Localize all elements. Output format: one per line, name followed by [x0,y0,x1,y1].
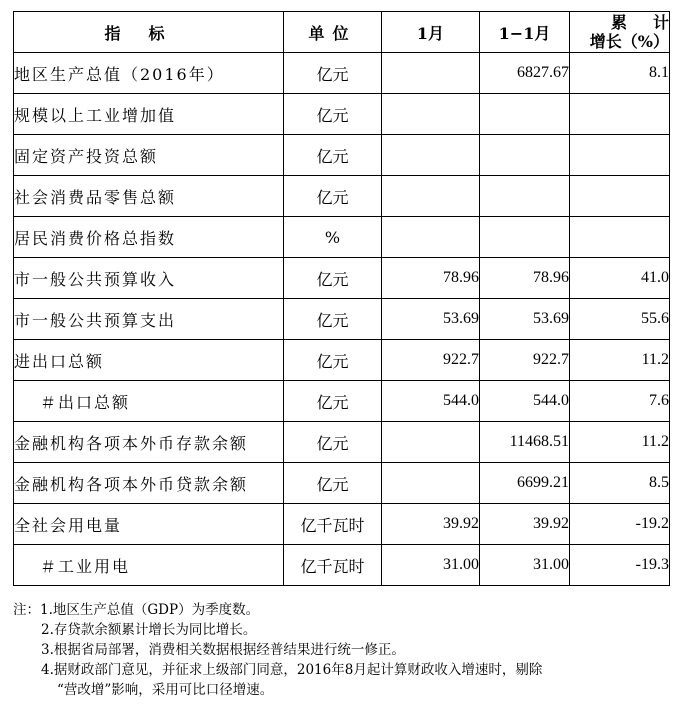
cell-growth [570,217,670,258]
cell-month [382,94,480,135]
header-indicator: 指标 [14,12,284,53]
cell-unit: 亿元 [284,422,382,463]
cell-ytd [480,217,570,258]
cell-ytd: 53.69 [480,299,570,340]
table-row [14,94,670,135]
cell-ytd: 544.0 [480,381,570,422]
cell-ytd: 11468.51 [480,422,570,463]
cell-ytd [480,135,570,176]
cell-indicator: ＃工业用电 [14,545,284,586]
cell-growth: -19.2 [570,504,670,545]
cell-indicator: 进出口总额 [14,340,284,381]
cell-month [382,176,480,217]
cell-unit: 亿千瓦时 [284,504,382,545]
footnote-prefix: 注： [13,602,40,618]
cell-ytd [480,176,570,217]
cell-unit: 亿元 [284,176,382,217]
header-cumulative-growth [570,12,695,53]
footnote-3: 3.根据省局部署，消费相关数据根据经普结果进行统一修正。 [41,642,405,658]
cell-indicator: 地区生产总值（2016年） [14,53,284,94]
header-month: 1月 [382,12,480,53]
cell-indicator: ＃出口总额 [14,381,284,422]
cell-ytd: 31.00 [480,545,570,586]
cell-month: 922.7 [382,340,480,381]
cell-unit: 亿元 [284,381,382,422]
cell-unit: 亿元 [284,53,382,94]
statistics-table [13,11,695,586]
cell-month: 39.92 [382,504,480,545]
table-row [14,340,670,381]
header-growth-line1: 累计 [610,13,695,32]
table-row [14,217,670,258]
cell-growth: -19.3 [570,545,670,586]
cell-month [382,53,480,94]
cell-ytd [480,94,570,135]
table-row [14,299,670,340]
cell-growth: 11.2 [570,340,670,381]
cell-ytd: 78.96 [480,258,570,299]
cell-indicator: 固定资产投资总额 [14,135,284,176]
cell-indicator: 市一般公共预算支出 [14,299,284,340]
table-row [14,463,670,504]
cell-growth: 41.0 [570,258,670,299]
cell-month [382,135,480,176]
cell-month: 78.96 [382,258,480,299]
table-row [14,545,670,586]
cell-ytd: 39.92 [480,504,570,545]
header-ytd: 1−1月 [480,12,570,53]
header-unit: 单位 [284,12,382,53]
cell-month [382,217,480,258]
cell-growth [570,135,670,176]
cell-unit: 亿元 [284,135,382,176]
cell-growth: 7.6 [570,381,670,422]
cell-ytd: 6827.67 [480,53,570,94]
cell-unit: 亿元 [284,94,382,135]
cell-month [382,463,480,504]
table-header-row [14,12,670,53]
footnotes [13,600,683,700]
statistics-table-container [13,11,695,586]
footnote-4-continued: “营改增”影响，采用可比口径增速。 [57,682,274,698]
cell-month: 31.00 [382,545,480,586]
cell-indicator: 金融机构各项本外币贷款余额 [14,463,284,504]
table-row [14,258,670,299]
footnote-text: 1.地区生产总值（GDP）为季度数。 [40,602,260,618]
cell-growth [570,94,670,135]
cell-unit: 亿元 [284,258,382,299]
cell-indicator: 市一般公共预算收入 [14,258,284,299]
table-row [14,381,670,422]
cell-month: 53.69 [382,299,480,340]
cell-growth: 8.5 [570,463,670,504]
table-row [14,504,670,545]
cell-growth: 55.6 [570,299,670,340]
table-body [14,53,670,586]
footnote-4: 4.据财政部门意见，并征求上级部门同意，2016年8月起计算财政收入增速时，剔除 [41,662,543,678]
cell-unit: 亿元 [284,463,382,504]
cell-ytd: 922.7 [480,340,570,381]
footnote-1 [13,600,683,620]
cell-unit: 亿千瓦时 [284,545,382,586]
cell-month: 544.0 [382,381,480,422]
cell-indicator: 居民消费价格总指数 [14,217,284,258]
cell-growth: 8.1 [570,53,670,94]
table-row [14,422,670,463]
cell-indicator: 社会消费品零售总额 [14,176,284,217]
cell-indicator: 全社会用电量 [14,504,284,545]
cell-month [382,422,480,463]
footnote-2: 2.存贷款余额累计增长为同比增长。 [41,622,257,638]
cell-indicator: 规模以上工业增加值 [14,94,284,135]
table-row [14,176,670,217]
cell-unit: 亿元 [284,340,382,381]
cell-unit: % [284,217,382,258]
cell-unit: 亿元 [284,299,382,340]
table-row [14,53,670,94]
cell-growth: 11.2 [570,422,670,463]
cell-growth [570,176,670,217]
cell-indicator: 金融机构各项本外币存款余额 [14,422,284,463]
header-growth-line2: 增长（%） [589,32,669,51]
table-row [14,135,670,176]
cell-ytd: 6699.21 [480,463,570,504]
